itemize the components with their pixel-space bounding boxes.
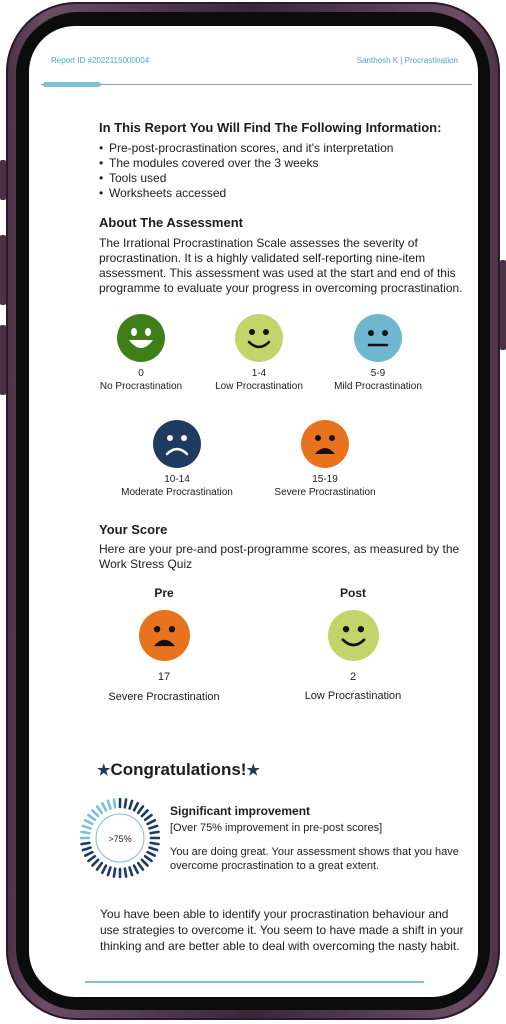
intro-heading: In This Report You Will Find The Following Information: — [99, 120, 442, 135]
ring-tick — [148, 820, 155, 824]
ring-tick — [125, 799, 126, 807]
ring-tick — [125, 869, 126, 877]
side-button-mute — [0, 160, 6, 200]
ring-tick — [92, 860, 98, 866]
ring-tick — [85, 820, 92, 824]
post-label: Post — [339, 586, 366, 600]
ring-tick — [114, 869, 115, 877]
ring-tick — [108, 801, 110, 809]
star-icon: ★ — [246, 762, 260, 779]
assessment-description: The Irrational Procrastination Scale assesses the severity of procrastination. It is a highly validated self-reporting nine-item assessment. This assessment was used at the start and end of this programme to evaluate your progress in overcoming procrastination. — [99, 236, 463, 295]
ring-tick — [149, 826, 157, 828]
score-heading: Your Score — [99, 522, 168, 537]
pre-label: Pre — [154, 586, 174, 600]
report-intro — [99, 120, 469, 296]
post-score-value: 2 — [349, 671, 357, 683]
pre-sad-face-icon — [139, 610, 190, 661]
improvement-subline: [Over 75% improvement in pre-post scores] — [170, 822, 383, 834]
report-id: Report ID #2022115000004 — [51, 56, 150, 65]
level-label: Low Procrastination — [215, 381, 303, 392]
level-range: 0 — [138, 368, 144, 379]
level-label: Severe Procrastination — [274, 487, 376, 498]
ring-tick — [83, 848, 91, 850]
ring-tick — [134, 803, 138, 810]
ring-tick — [92, 810, 98, 816]
bullet-item: • Pre-post-procrastination scores, and it's interpretation — [99, 141, 469, 156]
level-label: Mild Procrastination — [334, 381, 422, 392]
level-range: 5-9 — [370, 368, 386, 379]
ring-tick — [130, 801, 132, 809]
ring-tick — [97, 863, 102, 869]
ring-tick — [149, 848, 157, 850]
post-score-level: Low Procrastination — [304, 690, 402, 702]
level-range: 1-4 — [251, 368, 267, 379]
level-range: 15-19 — [312, 474, 338, 485]
ring-tick — [142, 860, 148, 866]
big-smile-face-icon — [117, 314, 165, 362]
improvement-ring-graphic — [80, 798, 160, 878]
ring-tick — [130, 867, 132, 875]
side-button-volume-down — [0, 325, 6, 395]
improvement-headline: Significant improvement — [170, 804, 311, 818]
score-description: Here are your pre-and post-programme scores, as measured by the Work Stress Quiz — [99, 542, 460, 571]
side-button-volume-up — [0, 235, 6, 305]
ring-tick — [145, 856, 151, 861]
post-score — [273, 670, 433, 703]
sad-face-icon — [301, 420, 349, 468]
ring-tick — [81, 832, 89, 833]
ring-tick — [85, 852, 92, 856]
pre-score-level: Severe Procrastination — [108, 691, 220, 703]
intro-bullets — [99, 141, 469, 201]
level-label: Moderate Procrastination — [121, 487, 233, 498]
post-smile-face-icon — [328, 610, 379, 661]
pre-score-value: 17 — [157, 671, 171, 683]
ring-tick — [102, 803, 106, 810]
ring-tick — [145, 815, 151, 820]
ring-tick — [88, 856, 94, 861]
pre-score — [84, 670, 244, 704]
footer-divider — [85, 981, 424, 983]
ring-tick — [114, 799, 115, 807]
score-section — [99, 522, 469, 572]
star-icon: ★ — [97, 762, 111, 779]
screen — [29, 26, 478, 997]
ring-label: >75% — [108, 834, 132, 844]
level-moderate-procrastination — [107, 473, 247, 499]
ring-tick — [102, 866, 106, 873]
congrats-text: Congratulations! — [110, 760, 247, 779]
ring-tick — [88, 815, 94, 820]
neutral-face-icon — [354, 314, 402, 362]
ring-tick — [83, 826, 91, 828]
header-divider — [41, 84, 472, 85]
ring-tick — [151, 843, 159, 844]
user-program-label: Santhosh K | Procrastination — [356, 56, 458, 65]
bullet-item: • The modules covered over the 3 weeks — [99, 156, 469, 171]
ring-tick — [142, 810, 148, 816]
ring-tick — [81, 843, 89, 844]
ring-tick — [108, 867, 110, 875]
ring-tick — [134, 866, 138, 873]
level-range: 10-14 — [164, 474, 190, 485]
congrats-title — [97, 760, 260, 780]
ring-tick — [148, 852, 155, 856]
level-severe-procrastination — [255, 473, 395, 499]
closing-paragraph: You have been able to identify your procrastination behaviour and use strategies to overcome it. You seem to have made a shift in your thinking and are better able to deal with overcoming the nasty habit. — [100, 907, 464, 953]
ring-tick — [97, 806, 102, 812]
assessment-heading: About The Assessment — [99, 215, 243, 230]
improvement-summary — [170, 804, 460, 873]
frown-face-icon — [153, 420, 201, 468]
ring-tick — [151, 832, 159, 833]
level-mild-procrastination — [308, 367, 448, 393]
improvement-message: You are doing great. Your assessment shows that you have overcome procrastination to a great extent. — [170, 846, 459, 872]
level-label: No Procrastination — [99, 381, 183, 392]
side-button-power — [500, 260, 506, 350]
improvement-ring — [80, 798, 160, 878]
ring-tick — [138, 806, 143, 812]
ring-tick — [138, 863, 143, 869]
bullet-item: • Tools used — [99, 171, 469, 186]
bullet-item: • Worksheets accessed — [99, 186, 469, 201]
progress-indicator — [43, 82, 101, 87]
smile-face-icon — [235, 314, 283, 362]
